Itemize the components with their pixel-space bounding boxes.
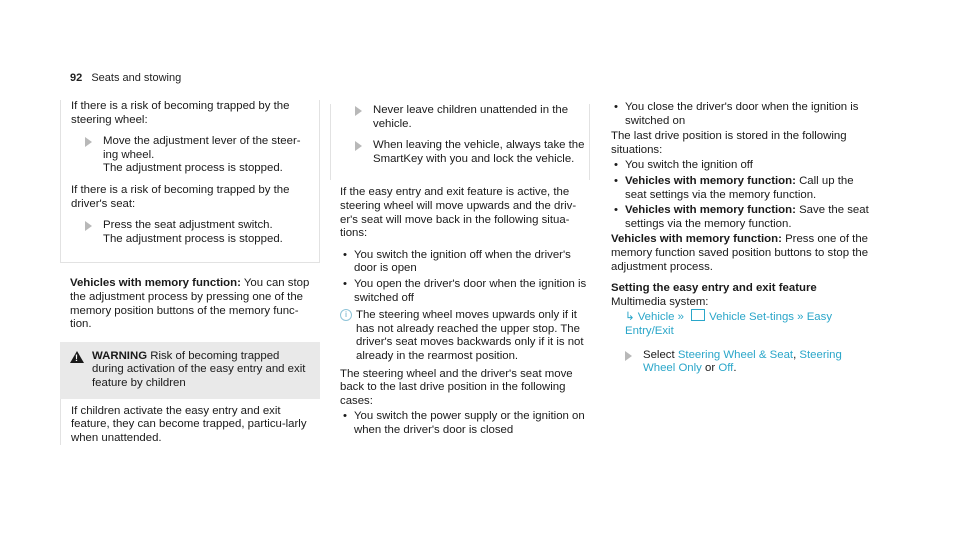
trapped-box [60, 100, 320, 263]
step-text: Never leave children unattended in the vehicle. [373, 104, 569, 130]
bullet: • [343, 248, 347, 261]
system-label: Multimedia system: [611, 295, 709, 308]
step [341, 104, 589, 131]
step-result: The adjustment process is stopped. [103, 162, 283, 175]
bullet-label: Vehicles with memory function: [625, 174, 796, 187]
list-item [611, 175, 873, 202]
warning-label: WARNING [92, 349, 148, 362]
option-steering-wheel-seat: Steering Wheel & Seat [677, 348, 794, 361]
separator: or [701, 362, 719, 375]
paragraph: If there is a risk of becoming trapped by the steering wheel: [71, 100, 290, 126]
bullet: • [614, 101, 618, 113]
bullet-text: You switch the ignition off when the driver's door is open [354, 248, 571, 275]
bullet: • [343, 277, 347, 290]
warning-title: Risk of becoming trapped during activation of the easy entry and exit feature by children [92, 349, 306, 389]
menu-separator-icon: » [797, 311, 804, 324]
step-result: The adjustment process is stopped. [103, 232, 283, 245]
step-arrow-icon [355, 141, 362, 151]
step-text: When leaving the vehicle, always take the SmartKey with you and lock the vehicle. [373, 139, 585, 165]
paragraph: The steering wheel and the driver's seat move back to the last drive position in the following cases: [340, 367, 573, 407]
step-text: Press the seat adjustment switch. [103, 219, 273, 232]
info-icon: i [340, 309, 352, 321]
page-header [70, 72, 181, 86]
step-arrow-icon [85, 221, 92, 231]
step [71, 219, 309, 246]
bullet: • [614, 159, 618, 172]
step-text: Select [643, 348, 678, 361]
list-item [340, 278, 590, 305]
option-off: Off [718, 362, 734, 375]
section-heading: Setting the easy entry and exit feature [611, 282, 817, 295]
warning-icon [70, 351, 84, 363]
paragraph: The last drive position is stored in the following situations: [611, 130, 847, 156]
note-text: The steering wheel moves upwards only if it has not already reached the upper stop. The driver's seat moves backwards only if it is not already in the rearmost position. [356, 309, 584, 362]
bullet-text: You close the driver's door when the ignition is switched on [625, 101, 859, 127]
menu-arrow-icon: ↳ [625, 311, 635, 324]
step-arrow-icon [85, 137, 92, 147]
menu-vehicle-settings: Vehicle Set-tings [709, 311, 794, 324]
memory-text: Press one of the memory function saved position buttons to stop the adjustment process. [611, 233, 869, 273]
list-item [611, 204, 873, 231]
step [71, 135, 309, 176]
paragraph: If the easy entry and exit feature is active, the steering wheel will move upwards and the driv-er's seat will move back in the following situa-tions: [340, 186, 577, 240]
list-item [340, 410, 590, 437]
menu-easy-entry: Easy Entry/Exit [625, 311, 833, 337]
list-item [340, 249, 590, 276]
column-1 [70, 100, 320, 445]
warning-body: If children activate the easy entry and exit feature, they can become trapped, particu-larly when unattended. [60, 399, 320, 446]
section-title: Seats and stowing [91, 72, 182, 84]
bullet-text: Save the seat settings via the memory function. [625, 204, 869, 230]
bullet-label: Vehicles with memory function: [625, 204, 796, 217]
memory-label: Vehicles with memory function: [70, 277, 241, 290]
memory-text: You can stop the adjustment process by pressing one of the memory position buttons of the memory func-tion. [70, 277, 310, 331]
paragraph: If there is a risk of becoming trapped by the driver's seat: [71, 183, 290, 210]
bullet-text: You switch the ignition off [625, 159, 753, 172]
option-steering-wheel-only: Steering Wheel Only [643, 348, 842, 375]
column-2 [340, 100, 590, 439]
column-3 [611, 100, 873, 384]
warning-header [60, 342, 320, 399]
bullet: • [614, 204, 618, 217]
menu-separator-icon: » [677, 311, 684, 324]
bullet: • [614, 174, 618, 187]
step [341, 139, 589, 166]
separator: , [793, 348, 800, 361]
warning-steps [330, 104, 590, 180]
step-arrow-icon [355, 106, 362, 116]
memory-paragraph [70, 277, 320, 331]
note [340, 309, 590, 363]
memory-paragraph [611, 233, 873, 274]
step [611, 349, 873, 376]
step-text: Move the adjustment lever of the steer-ing wheel. [103, 135, 301, 161]
memory-label: Vehicles with memory function: [611, 233, 782, 246]
bullet: • [343, 410, 347, 423]
bullet-text: You switch the power supply or the ignition on when the driver's door is closed [354, 410, 585, 436]
list-item [611, 101, 873, 128]
bullet-text: You open the driver's door when the ignition is switched off [354, 277, 587, 304]
bullet-text: Call up the seat settings via the memory function. [625, 174, 854, 201]
menu-path [611, 309, 873, 338]
settings-icon [691, 309, 705, 321]
list-item [611, 159, 873, 173]
page-number: 92 [70, 72, 83, 84]
step-arrow-icon [625, 351, 632, 361]
separator: . [733, 362, 737, 375]
menu-vehicle: Vehicle [637, 311, 675, 324]
